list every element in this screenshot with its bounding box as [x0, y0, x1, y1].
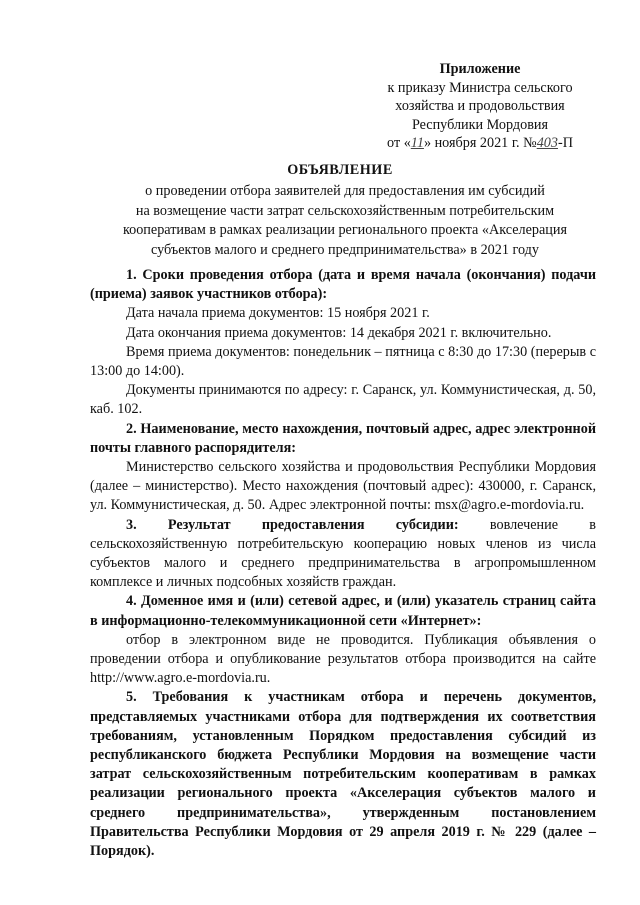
- subtitle-line-1: о проведении отбора заявителей для предоставления им субсидий: [145, 183, 545, 199]
- section-1-heading: 1. Сроки проведения отбора (дата и время начала (окончания) подачи (приема) заявок участников отбора):: [90, 267, 596, 303]
- subtitle-line-3: кооперативам в рамках реализации регионального проекта «Акселерация: [122, 222, 568, 238]
- approval-line-2: хозяйства и продовольствия: [395, 98, 565, 114]
- section-3-text: вовлечение в сельскохозяйственную потребительскую кооперацию новых членов из числа субъектов малого и среднего предпринимательства в агропромышленном комплексе и личных подсобных хозяйств граждан.: [90, 516, 596, 591]
- approval-title: Приложение: [439, 61, 521, 77]
- date-mid: » ноября 2021 г. №: [423, 135, 537, 151]
- section-1-address: Документы принимаются по адресу: г. Саранск, ул. Коммунистическая, д. 50, каб. 102.: [90, 382, 596, 418]
- section-1-end-date: Дата окончания приема документов: 14 декабря 2021 г. включительно.: [126, 324, 552, 341]
- section-2-heading: 2. Наименование, место нахождения, почтовый адрес, адрес электронной почты главного распорядителя:: [90, 420, 596, 456]
- order-number: 403: [536, 135, 558, 151]
- section-1-hours: Время приема документов: понедельник – пятница с 8:30 до 17:30 (перерыв с 13:00 до 14:00).: [90, 343, 596, 380]
- section-5-heading: 5. Требования к участникам отбора и перечень документов, представляемых участниками отбора для подтверждения их соответствия требованиям, установленным Порядком предоставления субсидий из республиканского бюджета Республики Мордовия на возмещение части затрат сельскохозяйственным потребительским кооперативам в рамках реализации регионального проекта «Акселерация субъектов малого и среднего предпринимательства», утвержденным постановлением Правительства Республики Мордовия от 29 апреля 2019 г. № 229 (далее – Порядок).: [90, 689, 596, 860]
- section-2-text: Министерство сельского хозяйства и продовольствия Республики Мордовия (далее – министерство). Место нахождения (почтовый адрес): 430000, г. Саранск, ул. Коммунистическая, д. 50. Адрес электронной почты: msx@agro.e-mordovia.ru.: [90, 459, 596, 514]
- order-date-line: [330, 134, 630, 153]
- approval-line-3: Республики Мордовия: [411, 116, 549, 133]
- subtitle-line-2: на возмещение части затрат сельскохозяйственным потребительским: [135, 202, 555, 219]
- document-title: ОБЪЯВЛЕНИЕ: [287, 162, 393, 178]
- date-prefix: от «: [387, 135, 411, 151]
- document-subtitle: [90, 182, 600, 260]
- section-3-heading: 3. Результат предоставления субсидии:: [126, 516, 459, 533]
- approval-block: [330, 60, 630, 153]
- date-suffix: -П: [557, 135, 573, 151]
- approval-line-1: к приказу Министра сельского: [387, 79, 573, 96]
- section-1-start-date: Дата начала приема документов: 15 ноября 2021 г.: [126, 305, 430, 322]
- document-body: [90, 266, 596, 861]
- section-4-text: отбор в электронном виде не проводится. Публикация объявления о проведении отбора и опубликование результатов отбора производится на сайте http://www.agro.e-mordovia.ru.: [90, 631, 596, 687]
- subtitle-line-4: субъектов малого и среднего предпринимательства» в 2021 году: [151, 241, 539, 258]
- section-3-paragraph: [90, 516, 596, 593]
- section-4-heading: 4. Доменное имя и (или) сетевой адрес, и (или) указатель страниц сайта в информационно-телекоммуникационной сети «Интернет»:: [90, 593, 596, 629]
- date-day: 11: [410, 135, 424, 151]
